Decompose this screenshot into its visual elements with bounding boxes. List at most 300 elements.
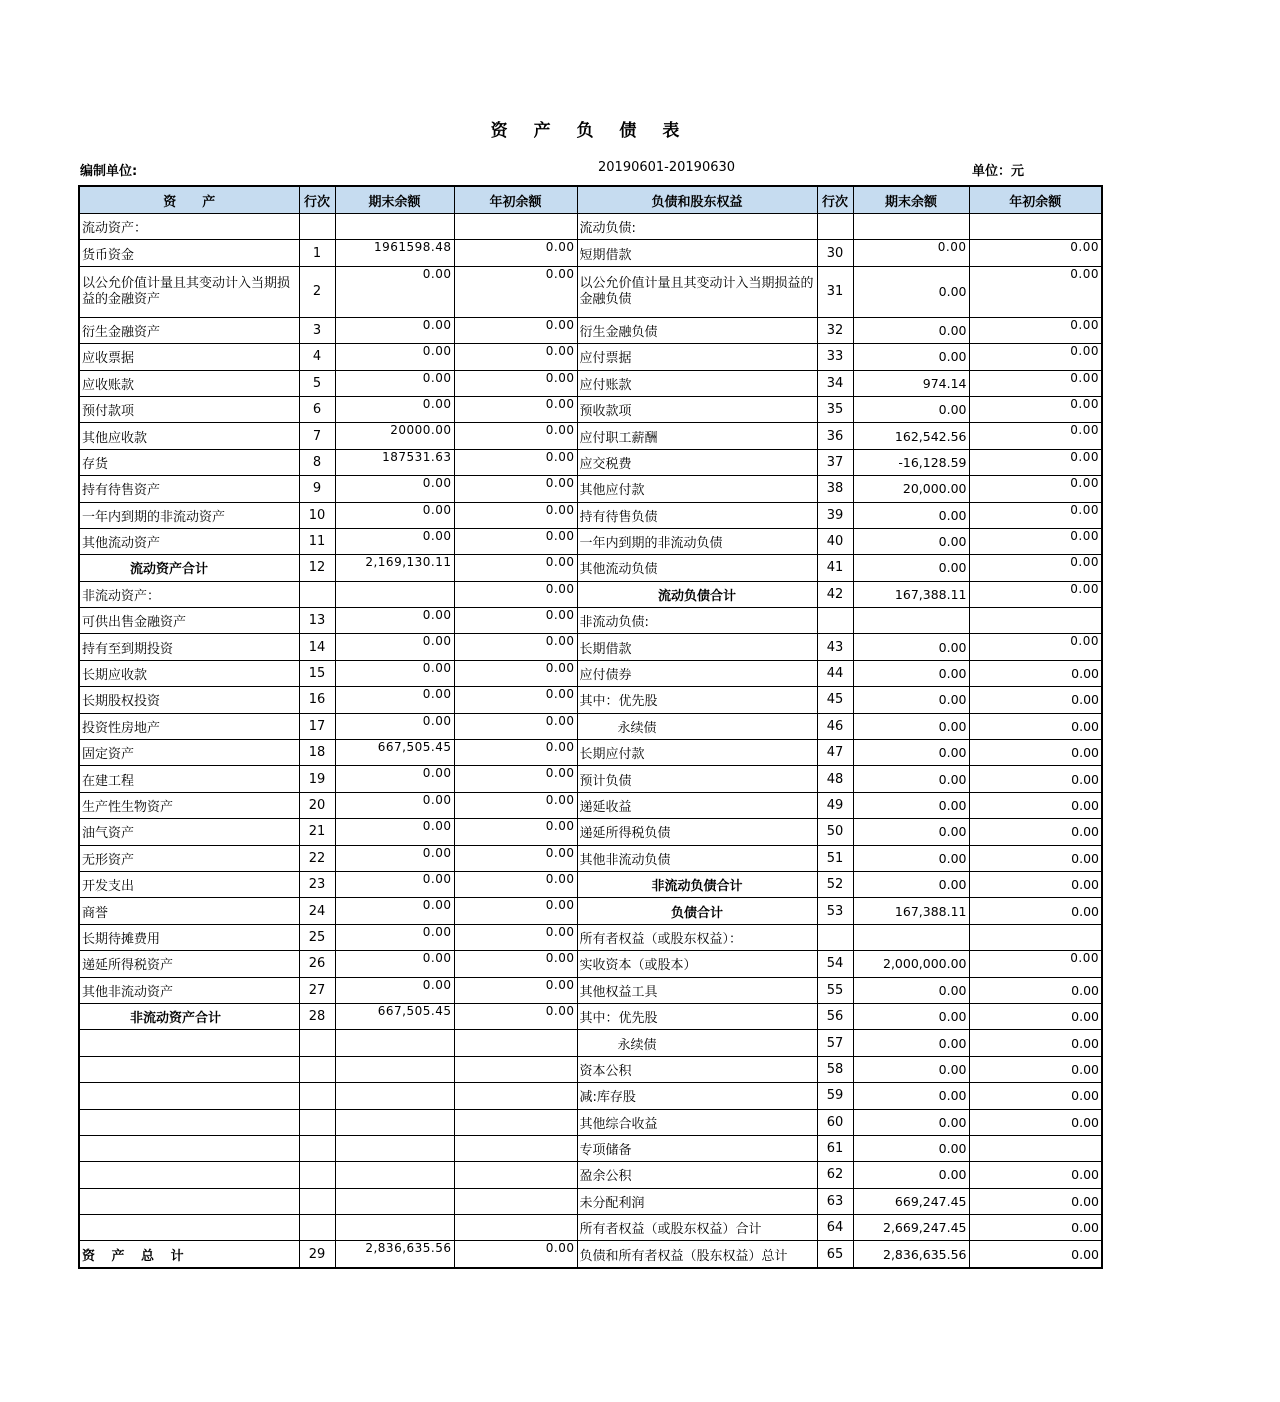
asset-item-name: 生产性生物资产 [79,792,299,818]
row-number: 20 [299,792,335,818]
row-number: 56 [817,1003,853,1029]
table-row [79,555,1102,581]
asset-end-balance: 0.00 [335,502,454,528]
asset-begin-balance: 0.00 [454,977,577,1003]
liability-end-balance: 0.00 [853,766,969,792]
asset-begin-balance: 0.00 [454,555,577,581]
liability-begin-balance: 0.00 [969,898,1102,924]
liability-end-balance: 0.00 [853,713,969,739]
asset-item-name: 存货 [79,449,299,475]
asset-end-balance [335,1056,454,1082]
table-row [79,766,1102,792]
asset-end-balance: 0.00 [335,317,454,343]
liability-item-name: 其他综合收益 [577,1109,817,1135]
asset-end-balance: 0.00 [335,792,454,818]
asset-begin-balance [454,1188,577,1214]
liability-item-name: 短期借款 [577,240,817,266]
asset-end-balance [335,214,454,240]
row-number: 22 [299,845,335,871]
table-header-row [79,186,1102,214]
liability-end-balance: 0.00 [853,1083,969,1109]
row-number: 16 [299,687,335,713]
asset-begin-balance: 0.00 [454,502,577,528]
asset-begin-balance [454,1109,577,1135]
asset-begin-balance: 0.00 [454,687,577,713]
table-row [79,845,1102,871]
asset-begin-balance: 0.00 [454,634,577,660]
row-number [299,1215,335,1241]
asset-end-balance: 0.00 [335,687,454,713]
row-number: 23 [299,871,335,897]
table-row [79,713,1102,739]
table-row [79,1109,1102,1135]
asset-begin-balance: 0.00 [454,449,577,475]
row-number [299,581,335,607]
table-row [79,423,1102,449]
asset-end-balance: 0.00 [335,845,454,871]
liability-item-name: 负债合计 [577,898,817,924]
table-row [79,634,1102,660]
asset-end-balance: 0.00 [335,713,454,739]
asset-begin-balance [454,1056,577,1082]
row-number: 21 [299,819,335,845]
asset-item-name: 长期应收款 [79,660,299,686]
row-number: 37 [817,449,853,475]
asset-begin-balance: 0.00 [454,370,577,396]
table-row [79,819,1102,845]
asset-item-name: 开发支出 [79,871,299,897]
asset-end-balance [335,1083,454,1109]
liability-end-balance: 0.00 [853,871,969,897]
row-number: 24 [299,898,335,924]
asset-end-balance [335,1109,454,1135]
asset-begin-balance: 0.00 [454,845,577,871]
liability-item-name: 资本公积 [577,1056,817,1082]
asset-item-name [79,1083,299,1109]
row-number: 55 [817,977,853,1003]
liability-begin-balance: 0.00 [969,396,1102,422]
liability-end-balance: 20,000.00 [853,476,969,502]
asset-item-name: 预付款项 [79,396,299,422]
liability-item-name: 其中：优先股 [577,687,817,713]
asset-begin-balance: 0.00 [454,898,577,924]
row-number: 51 [817,845,853,871]
table-row [79,1215,1102,1241]
row-number: 48 [817,766,853,792]
header-liabilities-equity: 负债和股东权益 [577,186,817,214]
asset-end-balance: 20000.00 [335,423,454,449]
row-number [299,1188,335,1214]
liability-item-name: 其他流动负债 [577,555,817,581]
liability-begin-balance: 0.00 [969,1056,1102,1082]
liability-begin-balance: 0.00 [969,528,1102,554]
table-row [79,1056,1102,1082]
asset-begin-balance: 0.00 [454,240,577,266]
liability-item-name: 一年内到期的非流动负债 [577,528,817,554]
table-row [79,370,1102,396]
asset-item-name: 以公允价值计量且其变动计入当期损益的金融资产 [79,266,299,317]
row-number: 65 [817,1241,853,1268]
table-row [79,581,1102,607]
row-number [299,1109,335,1135]
liability-begin-balance [969,214,1102,240]
row-number: 15 [299,660,335,686]
liability-end-balance: 0.00 [853,344,969,370]
asset-item-name: 流动资产： [79,214,299,240]
asset-begin-balance: 0.00 [454,819,577,845]
liability-begin-balance: 0.00 [969,871,1102,897]
liability-begin-balance: 0.00 [969,581,1102,607]
table-row [79,1135,1102,1161]
liability-end-balance: -16,128.59 [853,449,969,475]
row-number [299,1162,335,1188]
asset-item-name [79,1135,299,1161]
asset-begin-balance: 0.00 [454,266,577,317]
row-number: 25 [299,924,335,950]
asset-end-balance: 0.00 [335,344,454,370]
row-number: 62 [817,1162,853,1188]
liability-item-name: 其他应付款 [577,476,817,502]
asset-end-balance: 1961598.48 [335,240,454,266]
page-title: 资 产 负 债 表 [490,121,690,141]
row-number: 34 [817,370,853,396]
asset-item-name: 衍生金融资产 [79,317,299,343]
liability-end-balance [853,608,969,634]
table-row [79,214,1102,240]
row-number: 57 [817,1030,853,1056]
row-number: 35 [817,396,853,422]
asset-item-name: 在建工程 [79,766,299,792]
liability-end-balance: 0.00 [853,977,969,1003]
row-number [299,214,335,240]
row-number: 29 [299,1241,335,1268]
liability-begin-balance: 0.00 [969,1241,1102,1268]
row-number: 33 [817,344,853,370]
liability-begin-balance: 0.00 [969,687,1102,713]
liability-begin-balance: 0.00 [969,1083,1102,1109]
liability-item-name: 非流动负债: [577,608,817,634]
row-number: 1 [299,240,335,266]
liability-end-balance: 0.00 [853,1135,969,1161]
liability-item-name: 流动负债: [577,214,817,240]
row-number: 26 [299,951,335,977]
asset-end-balance: 2,169,130.11 [335,555,454,581]
liability-end-balance [853,214,969,240]
asset-end-balance: 0.00 [335,819,454,845]
header-row-no: 行次 [299,186,335,214]
header-begin-balance-right: 年初余额 [969,186,1102,214]
row-number: 27 [299,977,335,1003]
liability-end-balance: 0.00 [853,266,969,317]
row-number: 39 [817,502,853,528]
liability-begin-balance: 0.00 [969,1030,1102,1056]
asset-begin-balance: 0.00 [454,528,577,554]
row-number [817,608,853,634]
liability-item-name: 未分配利润 [577,1188,817,1214]
asset-item-name: 非流动资产合计 [79,1003,299,1029]
liability-begin-balance: 0.00 [969,634,1102,660]
row-number: 40 [817,528,853,554]
row-number [817,924,853,950]
table-row [79,1030,1102,1056]
asset-begin-balance: 0.00 [454,1241,577,1268]
liability-end-balance: 0.00 [853,1056,969,1082]
liability-end-balance: 0.00 [853,1003,969,1029]
asset-end-balance: 0.00 [335,766,454,792]
table-row [79,476,1102,502]
asset-end-balance: 0.00 [335,660,454,686]
row-number [299,1083,335,1109]
liability-item-name: 所有者权益（或股东权益）合计 [577,1215,817,1241]
row-number: 12 [299,555,335,581]
liability-item-name: 永续债 [577,713,817,739]
liability-begin-balance: 0.00 [969,1188,1102,1214]
row-number: 13 [299,608,335,634]
asset-end-balance: 0.00 [335,898,454,924]
table-row [79,240,1102,266]
liability-begin-balance: 0.00 [969,977,1102,1003]
row-number: 28 [299,1003,335,1029]
liability-end-balance: 0.00 [853,396,969,422]
liability-begin-balance: 0.00 [969,449,1102,475]
liability-item-name: 所有者权益（或股东权益）： [577,924,817,950]
row-number: 8 [299,449,335,475]
asset-end-balance [335,1030,454,1056]
asset-end-balance: 0.00 [335,951,454,977]
asset-item-name: 其他非流动资产 [79,977,299,1003]
asset-item-name: 长期股权投资 [79,687,299,713]
liability-item-name: 长期应付款 [577,740,817,766]
table-row [79,898,1102,924]
liability-end-balance: 974.14 [853,370,969,396]
asset-begin-balance [454,1162,577,1188]
header-end-balance-right: 期末余额 [853,186,969,214]
row-number: 46 [817,713,853,739]
liability-item-name: 应付票据 [577,344,817,370]
asset-end-balance: 0.00 [335,924,454,950]
row-number: 30 [817,240,853,266]
liability-item-name: 流动负债合计 [577,581,817,607]
asset-begin-balance: 0.00 [454,476,577,502]
row-number: 7 [299,423,335,449]
liability-item-name: 非流动负债合计 [577,871,817,897]
liability-begin-balance: 0.00 [969,344,1102,370]
table-row [79,871,1102,897]
row-number [299,1135,335,1161]
row-number: 11 [299,528,335,554]
asset-item-name [79,1215,299,1241]
asset-begin-balance [454,1215,577,1241]
asset-end-balance: 667,505.45 [335,1003,454,1029]
liability-end-balance: 0.00 [853,502,969,528]
asset-begin-balance [454,1135,577,1161]
reporting-period: 20190601-20190630 [598,160,736,175]
asset-item-name: 油气资产 [79,819,299,845]
row-number: 58 [817,1056,853,1082]
liability-end-balance: 2,836,635.56 [853,1241,969,1268]
asset-item-name: 长期待摊费用 [79,924,299,950]
asset-item-name [79,1109,299,1135]
asset-item-name: 货币资金 [79,240,299,266]
asset-end-balance [335,581,454,607]
asset-begin-balance [454,214,577,240]
liability-end-balance: 0.00 [853,317,969,343]
asset-end-balance [335,1162,454,1188]
asset-end-balance: 0.00 [335,266,454,317]
asset-item-name: 资 产 总 计 [79,1241,299,1268]
asset-item-name: 其他流动资产 [79,528,299,554]
row-number: 54 [817,951,853,977]
liability-begin-balance: 0.00 [969,266,1102,317]
table-row [79,344,1102,370]
liability-item-name: 预收款项 [577,396,817,422]
liability-end-balance: 669,247.45 [853,1188,969,1214]
liability-end-balance: 0.00 [853,845,969,871]
asset-item-name: 持有待售资产 [79,476,299,502]
asset-item-name: 可供出售金融资产 [79,608,299,634]
liability-end-balance: 167,388.11 [853,581,969,607]
asset-begin-balance: 0.00 [454,344,577,370]
table-row [79,660,1102,686]
asset-begin-balance: 0.00 [454,396,577,422]
liability-end-balance: 0.00 [853,792,969,818]
row-number: 61 [817,1135,853,1161]
asset-item-name: 应收票据 [79,344,299,370]
liability-begin-balance: 0.00 [969,1003,1102,1029]
liability-item-name: 应付职工薪酬 [577,423,817,449]
row-number: 18 [299,740,335,766]
liability-end-balance: 0.00 [853,1030,969,1056]
liability-end-balance: 0.00 [853,555,969,581]
asset-end-balance [335,1215,454,1241]
asset-end-balance: 0.00 [335,396,454,422]
asset-item-name: 其他应收款 [79,423,299,449]
asset-item-name [79,1030,299,1056]
asset-end-balance: 0.00 [335,370,454,396]
liability-begin-balance: 0.00 [969,555,1102,581]
asset-end-balance: 667,505.45 [335,740,454,766]
liability-item-name: 其他非流动负债 [577,845,817,871]
row-number: 59 [817,1083,853,1109]
liability-begin-balance [969,608,1102,634]
liability-end-balance: 0.00 [853,819,969,845]
liability-end-balance: 0.00 [853,528,969,554]
asset-begin-balance [454,1030,577,1056]
asset-begin-balance: 0.00 [454,766,577,792]
asset-item-name: 商誉 [79,898,299,924]
liability-end-balance: 0.00 [853,660,969,686]
row-number: 44 [817,660,853,686]
liability-begin-balance: 0.00 [969,502,1102,528]
row-number: 19 [299,766,335,792]
row-number: 3 [299,317,335,343]
row-number: 47 [817,740,853,766]
asset-begin-balance: 0.00 [454,608,577,634]
liability-item-name: 递延所得税负债 [577,819,817,845]
row-number: 53 [817,898,853,924]
liability-end-balance: 162,542.56 [853,423,969,449]
row-number: 50 [817,819,853,845]
row-number: 41 [817,555,853,581]
table-row [79,1083,1102,1109]
asset-item-name [79,1188,299,1214]
liability-end-balance: 0.00 [853,1109,969,1135]
table-row [79,396,1102,422]
balance-sheet-table [78,185,1103,1269]
header-begin-balance: 年初余额 [454,186,577,214]
asset-end-balance: 0.00 [335,634,454,660]
liability-end-balance: 0.00 [853,687,969,713]
table-row [79,266,1102,317]
row-number: 43 [817,634,853,660]
asset-begin-balance: 0.00 [454,951,577,977]
reporting-entity-label: 编制单位: [80,164,138,179]
table-row [79,792,1102,818]
row-number: 49 [817,792,853,818]
liability-item-name: 其中：优先股 [577,1003,817,1029]
row-number: 5 [299,370,335,396]
table-row [79,1241,1102,1268]
currency-unit: 单位：元 [972,164,1025,179]
row-number: 60 [817,1109,853,1135]
table-row [79,1188,1102,1214]
table-row [79,317,1102,343]
row-number: 17 [299,713,335,739]
liability-item-name: 衍生金融负债 [577,317,817,343]
row-number: 10 [299,502,335,528]
liability-begin-balance: 0.00 [969,713,1102,739]
liability-begin-balance: 0.00 [969,660,1102,686]
asset-begin-balance: 0.00 [454,1003,577,1029]
liability-begin-balance: 0.00 [969,423,1102,449]
table-row [79,1162,1102,1188]
liability-end-balance: 0.00 [853,1162,969,1188]
row-number [817,214,853,240]
asset-begin-balance [454,1083,577,1109]
liability-end-balance: 2,669,247.45 [853,1215,969,1241]
asset-begin-balance: 0.00 [454,660,577,686]
asset-begin-balance: 0.00 [454,581,577,607]
table-row [79,449,1102,475]
liability-item-name: 预计负债 [577,766,817,792]
row-number: 6 [299,396,335,422]
liability-begin-balance: 0.00 [969,1215,1102,1241]
asset-end-balance: 0.00 [335,608,454,634]
row-number [299,1030,335,1056]
asset-end-balance: 0.00 [335,528,454,554]
table-row [79,1003,1102,1029]
liability-item-name: 递延收益 [577,792,817,818]
asset-item-name: 流动资产合计 [79,555,299,581]
liability-begin-balance: 0.00 [969,740,1102,766]
asset-end-balance: 187531.63 [335,449,454,475]
liability-begin-balance: 0.00 [969,766,1102,792]
header-row-no-right: 行次 [817,186,853,214]
liability-item-name: 以公允价值计量且其变动计入当期损益的金融负债 [577,266,817,317]
table-row [79,608,1102,634]
liability-item-name: 长期借款 [577,634,817,660]
row-number: 52 [817,871,853,897]
liability-item-name: 负债和所有者权益（股东权益）总计 [577,1241,817,1268]
liability-item-name: 永续债 [577,1030,817,1056]
row-number: 36 [817,423,853,449]
table-row [79,924,1102,950]
liability-end-balance: 2,000,000.00 [853,951,969,977]
asset-begin-balance: 0.00 [454,792,577,818]
liability-begin-balance: 0.00 [969,1162,1102,1188]
row-number: 4 [299,344,335,370]
row-number: 2 [299,266,335,317]
